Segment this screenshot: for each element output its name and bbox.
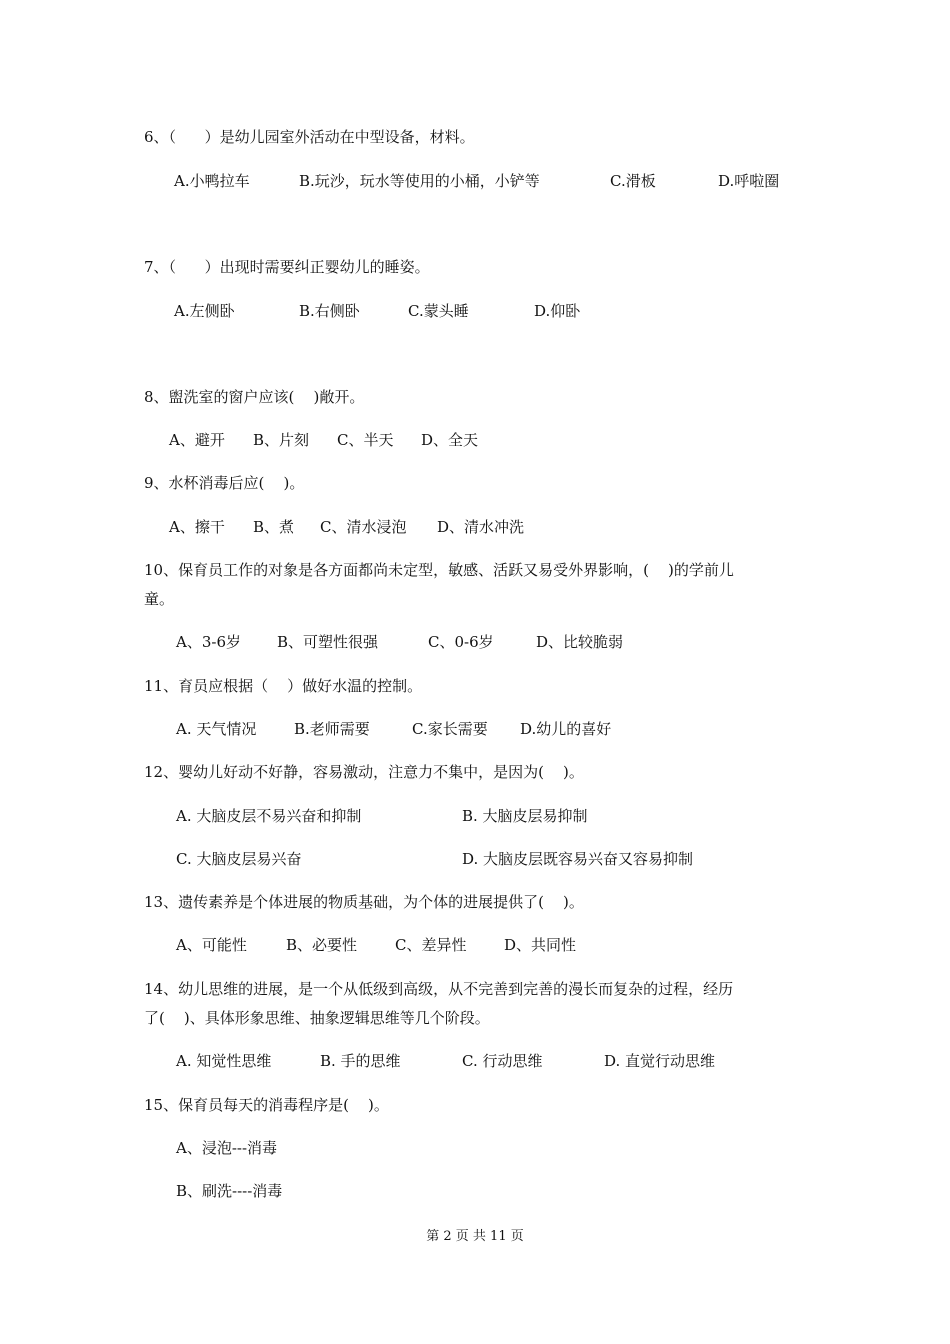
question-7-option-d: D.仰卧 xyxy=(534,302,581,320)
question-15-stem: 15、保育员每天的消毒程序是( )。 xyxy=(144,1096,389,1114)
question-11-stem: 11、育员应根据（ ）做好水温的控制。 xyxy=(144,677,423,695)
question-10-stem-line-1: 10、保育员工作的对象是各方面都尚未定型，敏感、活跃又易受外界影响，( )的学前儿 xyxy=(144,561,734,579)
question-15-option-b: B、刷洗----消毒 xyxy=(176,1182,283,1200)
question-9-option-b: B、煮 xyxy=(253,518,295,536)
question-14-stem-line-1: 14、幼儿思维的进展，是一个从低级到高级，从不完善到完善的漫长而复杂的过程，经历 xyxy=(144,980,734,998)
question-8-stem: 8、盥洗室的窗户应该( )敞开。 xyxy=(144,388,365,406)
question-10-option-a: A、3-6岁 xyxy=(176,633,241,651)
question-12-stem: 12、婴幼儿好动不好静，容易激动，注意力不集中，是因为( )。 xyxy=(144,763,584,781)
question-7-option-c: C.蒙头睡 xyxy=(408,302,469,320)
question-9-option-a: A、擦干 xyxy=(169,518,225,536)
question-13-option-c: C、差异性 xyxy=(395,936,467,954)
question-6-option-a: A.小鸭拉车 xyxy=(174,172,250,190)
question-14-stem-line-2: 了( )、具体形象思维、抽象逻辑思维等几个阶段。 xyxy=(144,1009,490,1027)
question-11-option-a: A. 天气情况 xyxy=(176,720,257,738)
question-14-option-d: D. 直觉行动思维 xyxy=(604,1052,716,1070)
question-10-option-c: C、0-6岁 xyxy=(428,633,494,651)
question-6-option-d: D.呼啦圈 xyxy=(718,172,780,190)
question-11-option-c: C.家长需要 xyxy=(412,720,488,738)
question-9-option-d: D、清水冲洗 xyxy=(437,518,525,536)
question-12-option-c: C. 大脑皮层易兴奋 xyxy=(176,850,302,868)
question-9-stem: 9、水杯消毒后应( )。 xyxy=(144,474,305,492)
question-6-option-b: B.玩沙，玩水等使用的小桶，小铲等 xyxy=(299,172,540,190)
question-7-option-b: B.右侧卧 xyxy=(299,302,360,320)
question-13-stem: 13、遗传素养是个体进展的物质基础，为个体的进展提供了( )。 xyxy=(144,893,584,911)
question-9-option-c: C、清水浸泡 xyxy=(320,518,407,536)
question-8-option-d: D、全天 xyxy=(421,431,479,449)
question-7-option-a: A.左侧卧 xyxy=(174,302,235,320)
question-6-stem: 6、（ ）是幼儿园室外活动在中型设备，材料。 xyxy=(144,128,475,146)
question-14-option-c: C. 行动思维 xyxy=(462,1052,543,1070)
question-10-option-d: D、比较脆弱 xyxy=(536,633,624,651)
question-12-option-b: B. 大脑皮层易抑制 xyxy=(462,807,588,825)
question-8-option-a: A、避开 xyxy=(169,431,225,449)
question-14-option-b: B. 手的思维 xyxy=(320,1052,401,1070)
question-7-stem: 7、（ ）出现时需要纠正婴幼儿的睡姿。 xyxy=(144,258,430,276)
page-footer: 第 2 页 共 11 页 xyxy=(426,1229,524,1244)
question-8-option-c: C、半天 xyxy=(337,431,394,449)
question-13-option-a: A、可能性 xyxy=(176,936,247,954)
question-14-option-a: A. 知觉性思维 xyxy=(176,1052,272,1070)
question-13-option-b: B、必要性 xyxy=(286,936,358,954)
question-6-option-c: C.滑板 xyxy=(610,172,656,190)
question-12-option-d: D. 大脑皮层既容易兴奋又容易抑制 xyxy=(462,850,694,868)
question-12-option-a: A. 大脑皮层不易兴奋和抑制 xyxy=(176,807,362,825)
question-15-option-a: A、浸泡---消毒 xyxy=(176,1139,278,1157)
question-13-option-d: D、共同性 xyxy=(504,936,577,954)
question-11-option-b: B.老师需要 xyxy=(294,720,370,738)
question-11-option-d: D.幼儿的喜好 xyxy=(520,720,612,738)
question-8-option-b: B、片刻 xyxy=(253,431,310,449)
question-10-option-b: B、可塑性很强 xyxy=(277,633,379,651)
question-10-stem-line-2: 童。 xyxy=(144,590,175,608)
